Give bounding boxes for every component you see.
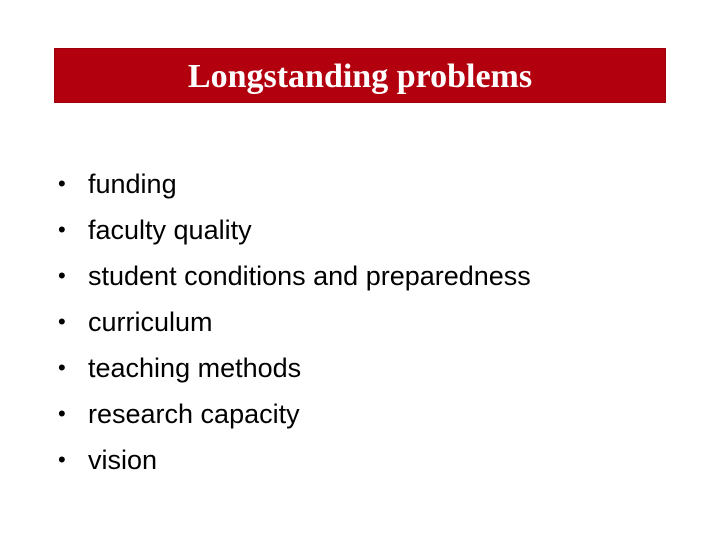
bullet-icon: • bbox=[58, 217, 66, 242]
list-item-label: student conditions and preparedness bbox=[88, 260, 531, 291]
list-item bbox=[58, 299, 531, 345]
list-item bbox=[58, 207, 531, 253]
list-item-label: vision bbox=[88, 444, 158, 475]
bullet-icon: • bbox=[58, 263, 66, 288]
list-item bbox=[58, 161, 531, 207]
bullet-icon: • bbox=[58, 401, 66, 426]
slide-title: Longstanding problems bbox=[187, 57, 533, 95]
bullet-icon: • bbox=[58, 171, 66, 196]
list-item-label: curriculum bbox=[88, 306, 213, 337]
list-item-label: faculty quality bbox=[88, 214, 252, 245]
list-item bbox=[58, 437, 531, 483]
bullet-icon: • bbox=[58, 355, 66, 380]
list-item bbox=[58, 391, 531, 437]
list-item bbox=[58, 253, 531, 299]
title-bar bbox=[54, 48, 666, 103]
list-item-label: funding bbox=[88, 168, 177, 199]
bullet-icon: • bbox=[58, 309, 66, 334]
bullet-icon: • bbox=[58, 447, 66, 472]
list-item-label: teaching methods bbox=[88, 352, 302, 383]
bullet-list bbox=[58, 161, 531, 483]
list-item bbox=[58, 345, 531, 391]
list-item-label: research capacity bbox=[88, 398, 300, 429]
